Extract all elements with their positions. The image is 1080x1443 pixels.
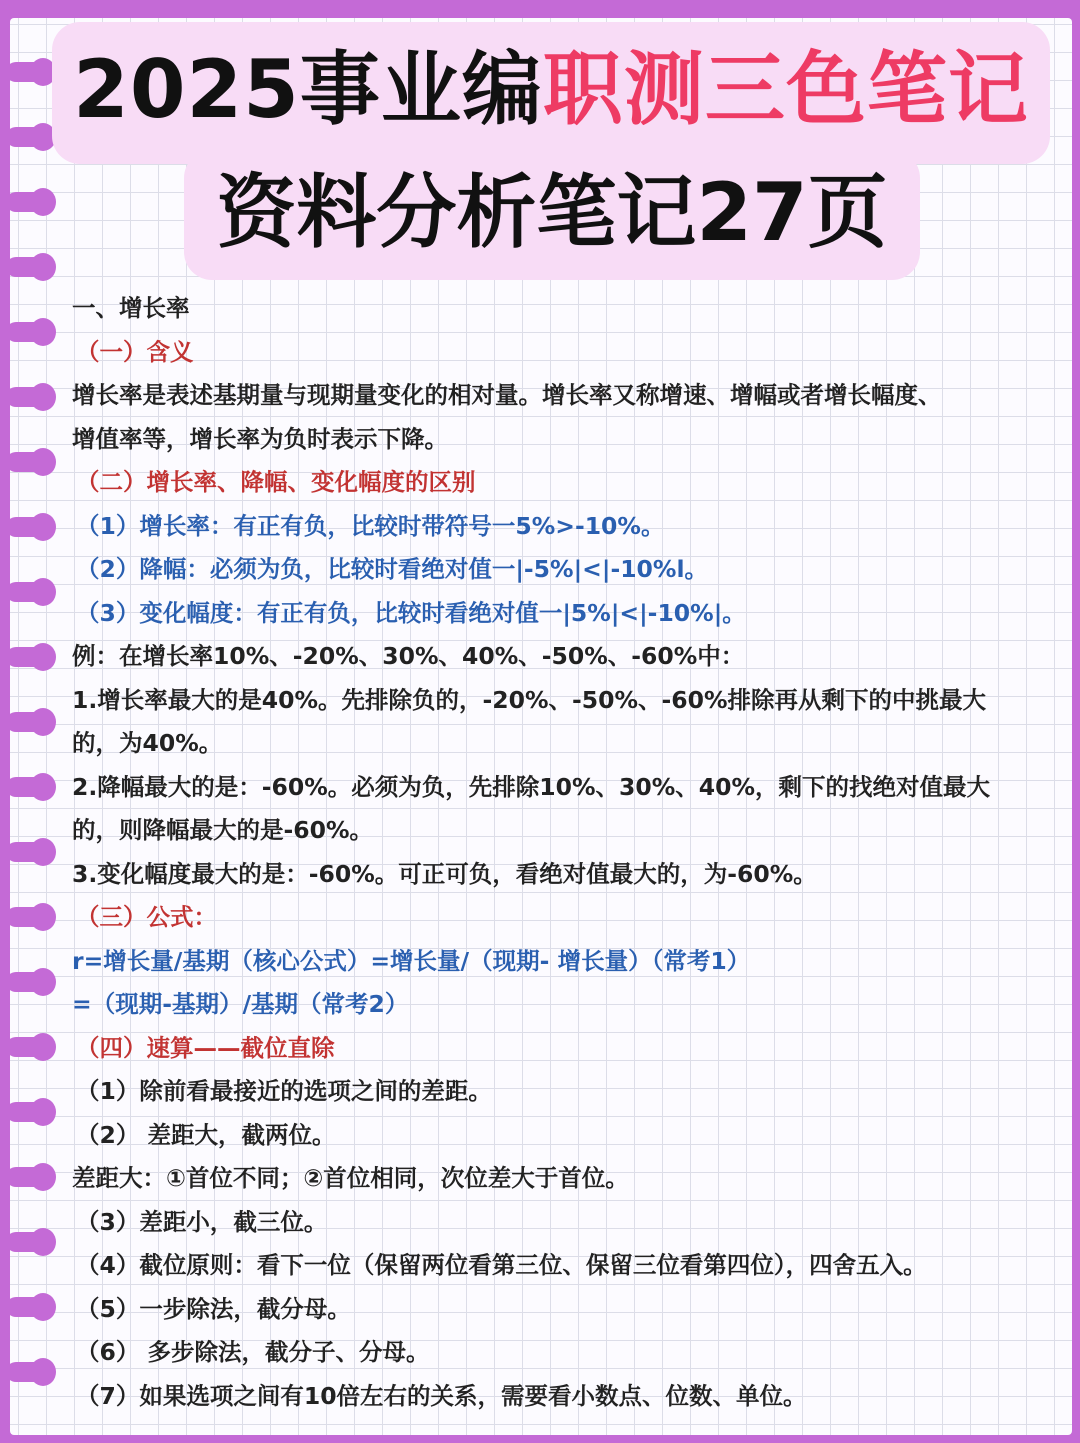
example-text: 例：在增长率10%、-20%、30%、40%、-50%、-60%中：: [72, 642, 745, 670]
binder-ring: [6, 1297, 54, 1317]
formula-line: r=增长量/基期（核心公式）=增长量/（现期- 增长量）（常考1）: [72, 946, 751, 975]
binder-ring: [6, 1167, 54, 1187]
title-prefix: 2025事业编: [73, 43, 543, 136]
list-item: （3）差距小，截三位。: [76, 1207, 328, 1236]
body-text: 1.增长率最大的是40%。先排除负的，-20%、-50%、-60%排除再从剩下的中挑最大: [72, 685, 987, 714]
binder-ring: [6, 1037, 54, 1057]
binder-ring: [6, 127, 54, 147]
binder-ring: [6, 1232, 54, 1252]
body-text: 差距大：①首位不同；②首位相同，次位差大于首位。: [72, 1164, 629, 1192]
subsection-heading: （一）含义: [76, 337, 194, 366]
blue-note: （1）增长率：有正有负，比较时带符号一5%>-10%。: [76, 511, 665, 540]
body-text: 3.变化幅度最大的是：-60%。可正可负，看绝对值最大的，为-60%。: [72, 859, 817, 888]
list-item: （7）如果选项之间有10倍左右的关系，需要看小数点、位数、单位。: [76, 1381, 807, 1410]
list-item: （6） 多步除法，截分子、分母。: [76, 1338, 430, 1366]
binder-ring: [6, 62, 54, 82]
binder-ring: [6, 387, 54, 407]
blue-note: （2）降幅：必须为负，比较时看绝对值一|-5%|<|-10%l。: [76, 555, 708, 583]
binder-ring: [6, 517, 54, 537]
page-title-line1: [52, 40, 1050, 140]
binder-ring: [6, 192, 54, 212]
binder-ring: [6, 1362, 54, 1382]
notes-body: [72, 287, 1062, 1418]
section-heading: 一、增长率: [72, 294, 190, 322]
subsection-heading: （四）速算——截位直除: [76, 1033, 335, 1062]
page-title-line2: 资料分析笔记27页: [216, 166, 888, 259]
binder-ring: [6, 582, 54, 602]
binder-ring: [6, 842, 54, 862]
binder-ring: [6, 257, 54, 277]
binder-ring: [6, 647, 54, 667]
formula-line: =（现期-基期）/基期（常考2）: [72, 990, 409, 1018]
list-item: （4）截位原则：看下一位（保留两位看第三位、保留三位看第四位），四舍五入。: [76, 1251, 927, 1279]
blue-note: （3）变化幅度：有正有负，比较时看绝对值一|5%|<|-10%|。: [76, 598, 746, 627]
list-item: （5）一步除法，截分母。: [76, 1294, 351, 1323]
list-item: （2） 差距大，截两位。: [76, 1120, 336, 1149]
binder-ring: [6, 1102, 54, 1122]
body-text: 的，则降幅最大的是-60%。: [72, 816, 374, 844]
binder-ring: [6, 777, 54, 797]
binder-rings: [0, 0, 60, 1443]
subsection-heading: （二）增长率、降幅、变化幅度的区别: [76, 468, 476, 496]
body-text: 增长率是表述基期量与现期量变化的相对量。增长率又称增速、增幅或者增长幅度、: [72, 381, 942, 409]
body-text: 增值率等，增长率为负时表示下降。: [72, 424, 448, 453]
subsection-heading: （三）公式：: [76, 903, 217, 931]
binder-ring: [6, 452, 54, 472]
list-item: （1）除前看最接近的选项之间的差距。: [76, 1077, 492, 1105]
body-text: 2.降幅最大的是：-60%。必须为负，先排除10%、30%、40%，剩下的找绝对值最大: [72, 772, 991, 801]
binder-ring: [6, 907, 54, 927]
binder-ring: [6, 972, 54, 992]
binder-ring: [6, 322, 54, 342]
body-text: 的，为40%。: [72, 729, 223, 757]
title-highlight: 职测三色笔记: [542, 43, 1029, 136]
binder-ring: [6, 712, 54, 732]
